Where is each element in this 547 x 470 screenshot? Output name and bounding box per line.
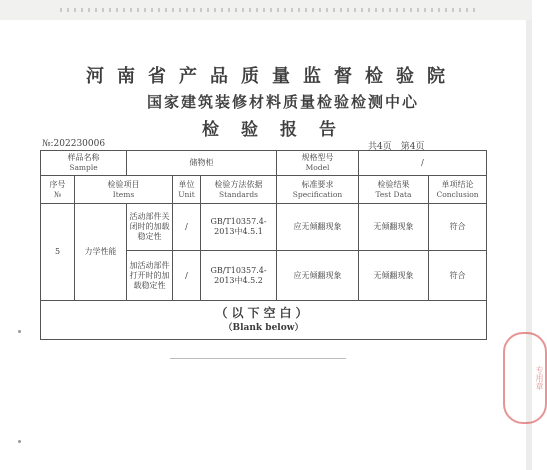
col-header-conclusion: 单项结论 Conclusion	[429, 176, 487, 204]
institute-name: 河南省产品质量监督检验院	[86, 66, 458, 87]
col-header-test-data: 检验结果 Test Data	[359, 176, 429, 204]
binding-hole	[18, 440, 21, 443]
conclusion-cell: 符合	[429, 204, 487, 251]
table-row	[41, 204, 487, 251]
category-cell: 力学性能	[75, 204, 127, 301]
scan-top-strip	[0, 0, 532, 20]
model-value: /	[359, 151, 487, 176]
col-header-unit: 单位 Unit	[173, 176, 201, 204]
red-seal-stamp: 专用章	[503, 332, 547, 424]
item-cell: 活动部件关闭时的加载稳定性	[127, 204, 173, 251]
model-label: 规格型号 Model	[277, 151, 359, 176]
binding-hole	[18, 330, 21, 333]
perforation	[60, 8, 480, 12]
sample-value: 储物柜	[127, 151, 277, 176]
unit-cell: /	[173, 204, 201, 251]
page-info: 共4页 第4页	[368, 142, 425, 152]
report-title: 检验报告	[202, 120, 358, 140]
spec-cell: 应无倾翻现象	[277, 251, 359, 301]
result-cell: 无倾翻现象	[359, 204, 429, 251]
col-header-specification: 标准要求 Specification	[277, 176, 359, 204]
column-header-row	[41, 176, 487, 204]
blank-below-row	[41, 301, 487, 340]
col-header-no: 序号 №	[41, 176, 75, 204]
conclusion-cell: 符合	[429, 251, 487, 301]
row-number: 5	[41, 204, 75, 301]
standard-cell: GB/T10357.4-2013中4.5.2	[201, 251, 277, 301]
standard-cell: GB/T10357.4-2013中4.5.1	[201, 204, 277, 251]
item-cell: 加活动部件打开时的加载稳定性	[127, 251, 173, 301]
sample-label: 样品名称 Sample	[41, 151, 127, 176]
col-header-items: 检验项目 Items	[75, 176, 173, 204]
report-number: №:202230006	[42, 139, 106, 149]
col-header-standards: 检验方法依据 Standards	[201, 176, 277, 204]
sample-row	[41, 151, 487, 176]
spec-cell: 应无倾翻现象	[277, 204, 359, 251]
center-name: 国家建筑装修材料质量检验检测中心	[146, 93, 419, 111]
signature-line	[170, 358, 346, 359]
result-cell: 无倾翻现象	[359, 251, 429, 301]
unit-cell: /	[173, 251, 201, 301]
blank-below: （以下空白） （Blank below）	[41, 301, 487, 340]
report-table	[40, 150, 487, 340]
